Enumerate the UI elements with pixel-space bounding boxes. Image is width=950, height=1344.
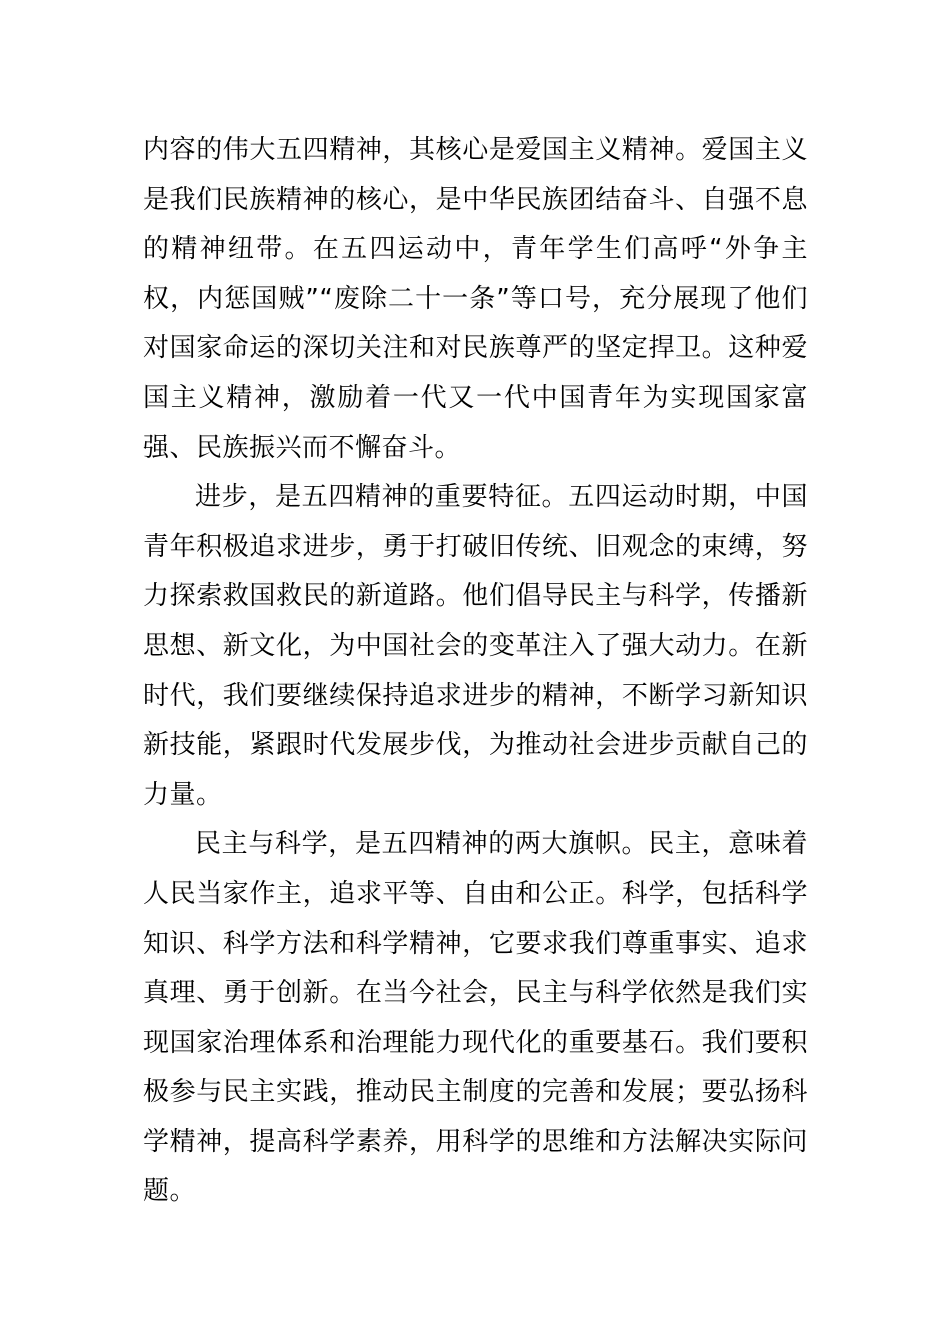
paragraph-patriotism: 内容的伟大五四精神，其核心是爱国主义精神。爱国主义是我们民族精神的核心，是中华民族团结奋斗、自强不息的精神纽带。在五四运动中，青年学生们高呼“外争主权，内惩国贼”“废除二十一条”等口号，充分展现了他们对国家命运的深切关注和对民族尊严的坚定捍卫。这种爱国主义精神，激励着一代又一代中国青年为实现国家富强、民族振兴而不懈奋斗。 [143,135,808,463]
paragraph-progress: 进步，是五四精神的重要特征。五四运动时期，中国青年积极追求进步，勇于打破旧传统、旧观念的束缚，努力探索救国救民的新道路。他们倡导民主与科学，传播新思想、新文化，为中国社会的变革注入了强大动力。在新时代，我们要继续保持追求进步的精神，不断学习新知识新技能，紧跟时代发展步伐，为推动社会进步贡献自己的力量。 [143,482,808,810]
paragraph-democracy-science: 民主与科学，是五四精神的两大旗帜。民主，意味着人民当家作主，追求平等、自由和公正。科学，包括科学知识、科学方法和科学精神，它要求我们尊重事实、追求真理、勇于创新。在当今社会，民主与科学依然是我们实现国家治理体系和治理能力现代化的重要基石。我们要积极参与民主实践，推动民主制度的完善和发展；要弘扬科学精神，提高科学素养，用科学的思维和方法解决实际问题。 [143,829,808,1207]
document-page [143,126,808,1217]
